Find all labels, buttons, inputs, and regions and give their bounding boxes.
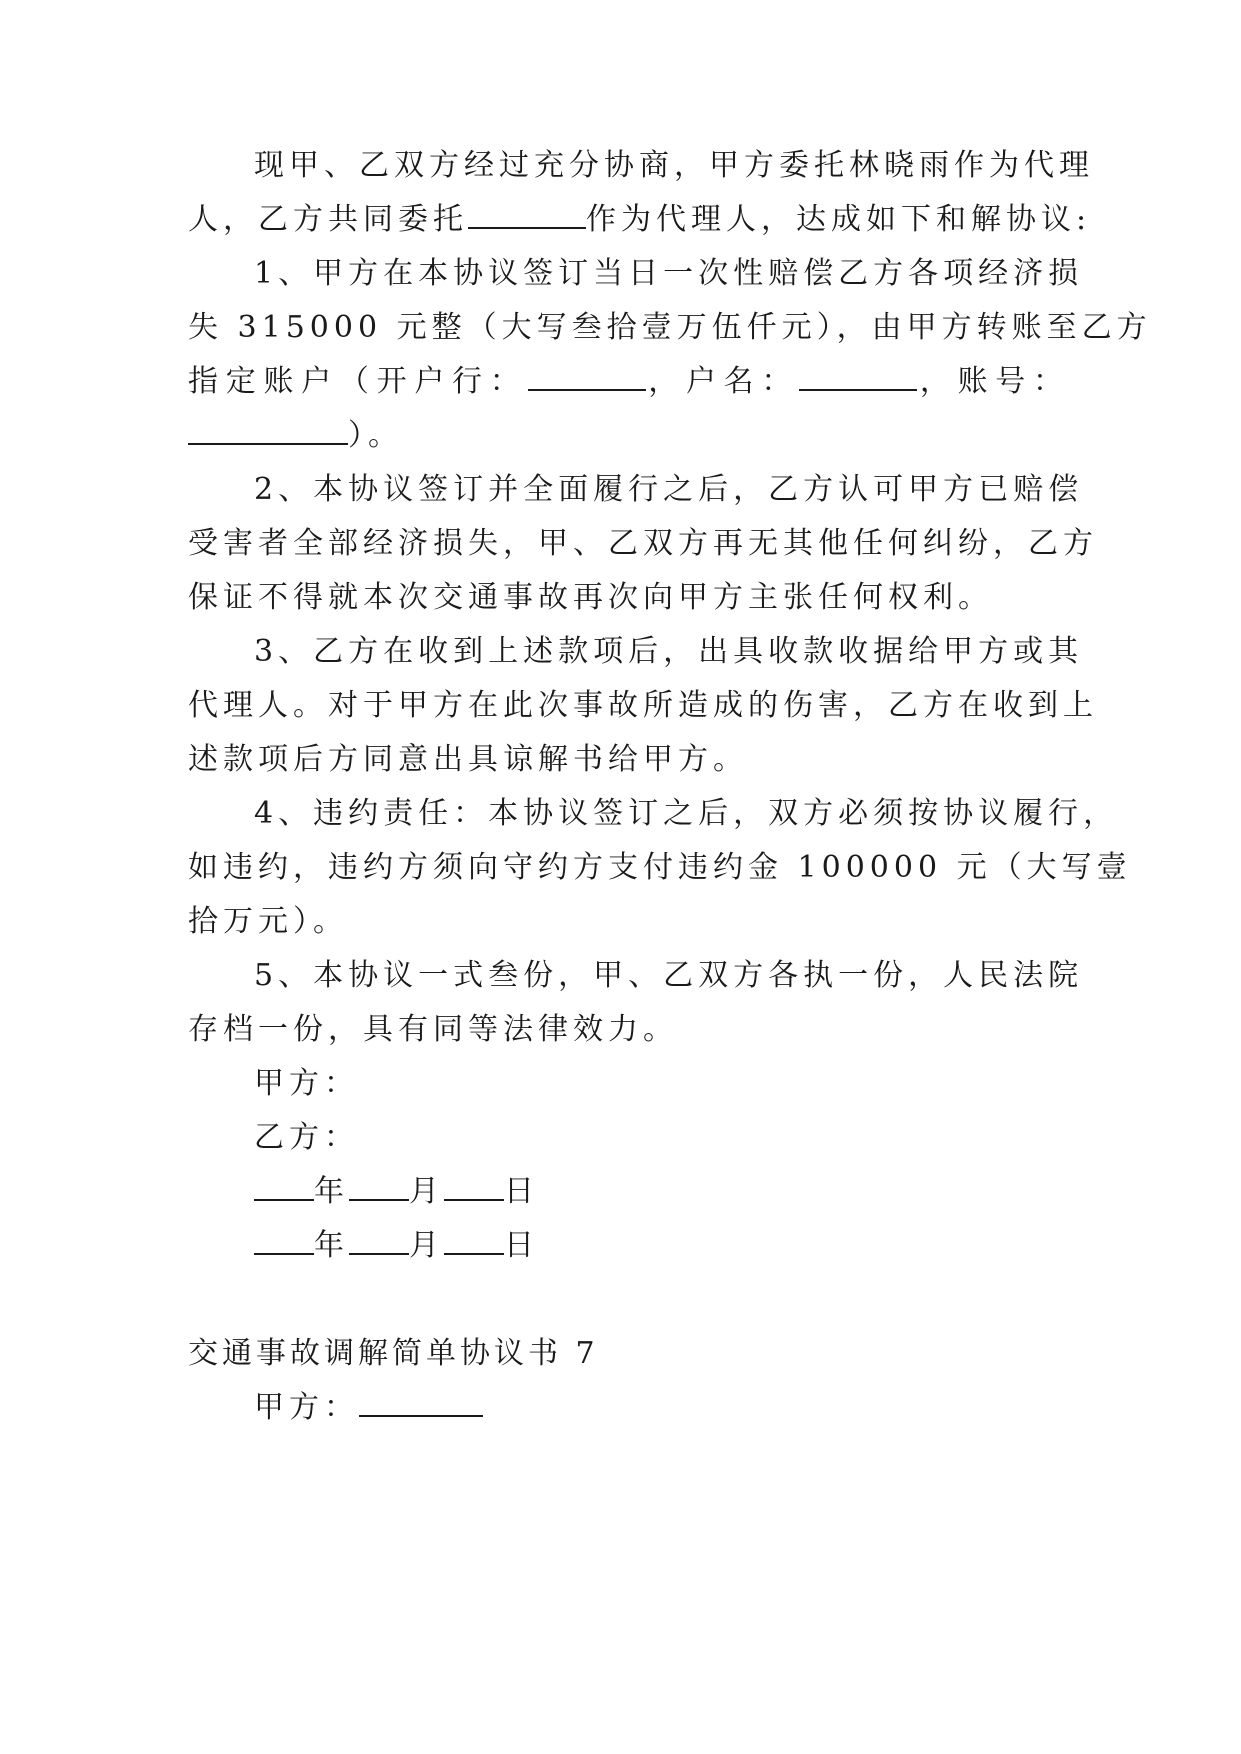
clause-2-line-2 bbox=[188, 524, 1098, 564]
date-line-1 bbox=[254, 1172, 1068, 1212]
clause-5-line-2 bbox=[188, 1010, 1068, 1050]
party-a-label: 甲方： bbox=[254, 1066, 359, 1101]
month-blank bbox=[349, 1227, 409, 1255]
paragraph-1-line-1 bbox=[254, 146, 1094, 186]
clause-4-line-2 bbox=[188, 848, 1132, 888]
paragraph-1-line-2 bbox=[188, 200, 1092, 240]
year-label: 年 bbox=[314, 1174, 349, 1209]
clause-4-line-1 bbox=[254, 794, 1119, 834]
text: 述款项后方同意出具谅解书给甲方。 bbox=[188, 742, 748, 777]
next-party-a-line bbox=[254, 1388, 1068, 1428]
text: 1、甲方在本协议签订当日一次性赔偿乙方各项经济损 bbox=[254, 256, 1084, 291]
year-blank bbox=[254, 1227, 314, 1255]
text: ，账号： bbox=[917, 364, 1069, 399]
month-blank bbox=[349, 1173, 409, 1201]
day-blank bbox=[444, 1173, 504, 1201]
text: 现甲、乙双方经过充分协商，甲方委托林晓雨作为代理 bbox=[254, 148, 1094, 183]
clause-1-line-2 bbox=[188, 308, 1152, 348]
day-blank bbox=[444, 1227, 504, 1255]
text: 3、乙方在收到上述款项后，出具收款收据给甲方或其 bbox=[254, 634, 1084, 669]
clause-2-line-1 bbox=[254, 470, 1084, 510]
text: ，户名： bbox=[645, 364, 800, 399]
party-a-blank bbox=[359, 1389, 483, 1417]
bank-blank bbox=[528, 363, 646, 391]
party-b-label: 乙方： bbox=[254, 1120, 359, 1155]
text: 2、本协议签订并全面履行之后，乙方认可甲方已赔偿 bbox=[254, 472, 1084, 507]
text: 指定账户（开户行： bbox=[188, 364, 528, 399]
clause-3-line-1 bbox=[254, 632, 1084, 672]
next-agreement-title bbox=[188, 1334, 1068, 1374]
month-label: 月 bbox=[409, 1174, 444, 1209]
clause-1-line-1 bbox=[254, 254, 1084, 294]
text: 作为代理人，达成如下和解协议: bbox=[586, 202, 1092, 237]
text: 5、本协议一式叁份，甲、乙双方各执一份，人民法院 bbox=[254, 958, 1084, 993]
date-line-2 bbox=[254, 1226, 1068, 1266]
account-name-blank bbox=[799, 363, 917, 391]
day-label: 日 bbox=[504, 1228, 539, 1263]
title-text: 交通事故调解简单协议书 7 bbox=[188, 1336, 599, 1371]
text: 拾万元）。 bbox=[188, 904, 348, 939]
text: 人，乙方共同委托 bbox=[188, 202, 468, 237]
text: 存档一份，具有同等法律效力。 bbox=[188, 1012, 678, 1047]
clause-1-line-4 bbox=[188, 416, 1068, 456]
text: 4、违约责任：本协议签订之后，双方必须按协议履行， bbox=[254, 796, 1119, 831]
agent-name-blank bbox=[468, 201, 586, 229]
text: 代理人。对于甲方在此次事故所造成的伤害，乙方在收到上 bbox=[188, 688, 1098, 723]
clause-3-line-2 bbox=[188, 686, 1098, 726]
text: 保证不得就本次交通事故再次向甲方主张任何权利。 bbox=[188, 580, 993, 615]
clause-5-line-1 bbox=[254, 956, 1084, 996]
clause-1-line-3 bbox=[188, 362, 1068, 402]
party-a-label: 甲方： bbox=[254, 1390, 359, 1425]
clause-3-line-3 bbox=[188, 740, 1068, 780]
text: 失 315000 元整（大写叁拾壹万伍仟元），由甲方转账至乙方 bbox=[188, 310, 1152, 345]
day-label: 日 bbox=[504, 1174, 539, 1209]
year-label: 年 bbox=[314, 1228, 349, 1263]
clause-2-line-3 bbox=[188, 578, 1068, 618]
year-blank bbox=[254, 1173, 314, 1201]
month-label: 月 bbox=[409, 1228, 444, 1263]
party-a-signature bbox=[254, 1064, 1068, 1104]
text: ）。 bbox=[348, 418, 403, 453]
clause-4-line-3 bbox=[188, 902, 1068, 942]
text: 如违约，违约方须向守约方支付违约金 100000 元（大写壹 bbox=[188, 850, 1132, 885]
account-number-blank bbox=[188, 417, 348, 445]
party-b-signature bbox=[254, 1118, 1068, 1158]
text: 受害者全部经济损失，甲、乙双方再无其他任何纠纷，乙方 bbox=[188, 526, 1098, 561]
